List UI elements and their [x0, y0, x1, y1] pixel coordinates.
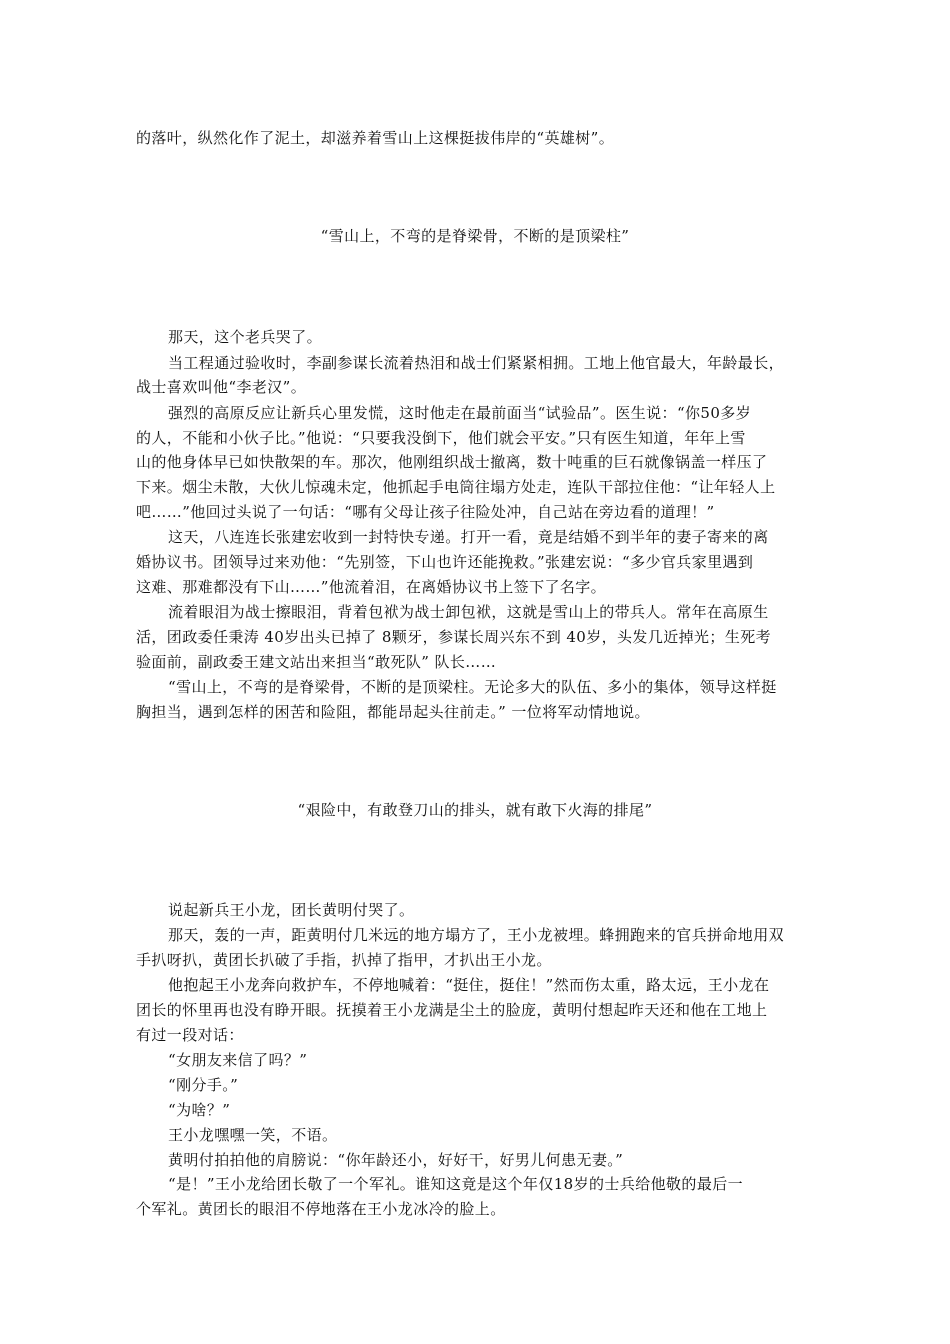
paragraph-line: “雪山上，不弯的是脊梁骨，不断的是顶梁柱。无论多大的队伍、多小的集体，领导这样挺 — [168, 678, 777, 696]
paragraph-line: 这难、那难都没有下山……”他流着泪，在离婚协议书上签下了名字。 — [136, 578, 607, 596]
paragraph-line: 吧……”他回过头说了一句话：“哪有父母让孩子往险处冲，自己站在旁边看的道理！” — [136, 503, 715, 521]
paragraph-line: 胸担当，遇到怎样的困苦和险阻，都能昂起头往前走。” 一位将军动情地说。 — [136, 703, 650, 721]
paragraph-line: 团长的怀里再也没有睁开眼。抚摸着王小龙满是尘土的脸庞，黄明付想起昨天还和他在工地上 — [136, 1001, 768, 1019]
paragraph-line: 那天，轰的一声，距黄明付几米远的地方塌方了，王小龙被埋。蜂拥跑来的官兵拼命地用双 — [168, 926, 785, 944]
paragraph-line: 手扒呀扒，黄团长扒破了手指，扒掉了指甲，才扒出王小龙。 — [136, 951, 552, 969]
section-heading-1: “雪山上，不弯的是脊梁骨，不断的是顶梁柱” — [320, 227, 630, 245]
paragraph-line: “是！”王小龙给团长敬了一个军礼。谁知这竟是这个年仅18岁的士兵给他敬的最后一 — [168, 1175, 744, 1193]
paragraph-line: “刚分手。” — [168, 1076, 239, 1094]
intro-paragraph-line: 的落叶，纵然化作了泥土，却滋养着雪山上这棵挺拔伟岸的“英雄树”。 — [136, 129, 615, 147]
paragraph-line: 这天，八连连长张建宏收到一封特快专递。打开一看，竟是结婚不到半年的妻子寄来的离 — [168, 528, 769, 546]
paragraph-line: 有过一段对话： — [136, 1026, 244, 1044]
paragraph-line: 他抱起王小龙奔向救护车，不停地喊着：“挺住，挺住！”然而伤太重，路太远，王小龙在 — [168, 976, 770, 994]
paragraph-line: 下来。烟尘未散，大伙儿惊魂未定，他抓起手电筒往塌方处走，连队干部拉住他：“让年轻人上 — [136, 478, 776, 496]
paragraph-line: 王小龙嘿嘿一笑，不语。 — [168, 1126, 338, 1144]
paragraph-line: “为啥？” — [168, 1101, 231, 1119]
paragraph-line: 的人，不能和小伙子比。”他说：“只要我没倒下，他们就会平安。”只有医生知道，年年上雪 — [136, 429, 746, 447]
paragraph-line: 当工程通过验收时，李副参谋长流着热泪和战士们紧紧相拥。工地上他官最大，年龄最长， — [168, 354, 785, 372]
paragraph-line: “女朋友来信了吗？” — [168, 1051, 308, 1069]
paragraph-line: 说起新兵王小龙，团长黄明付哭了。 — [168, 901, 415, 919]
paragraph-line: 婚协议书。团领导过来劝他：“先别签，下山也许还能挽救。”张建宏说：“多少官兵家里遇到 — [136, 553, 754, 571]
paragraph-line: 那天，这个老兵哭了。 — [168, 328, 323, 346]
paragraph-line: 个军礼。黄团长的眼泪不停地落在王小龙冰冷的脸上。 — [136, 1200, 506, 1218]
paragraph-line: 山的他身体早已如快散架的车。那次，他刚组织战士撤离，数十吨重的巨石就像锅盖一样压了 — [136, 453, 768, 471]
paragraph-line: 流着眼泪为战士擦眼泪，背着包袱为战士卸包袱，这就是雪山上的带兵人。常年在高原生 — [168, 603, 769, 621]
paragraph-line: 强烈的高原反应让新兵心里发慌，这时他走在最前面当“试验品”。医生说：“你50多岁 — [168, 404, 752, 422]
paragraph-line: 验面前，副政委王建文站出来担当“敢死队” 队长…… — [136, 653, 497, 671]
section-heading-2: “艰险中，有敢登刀山的排头，就有敢下火海的排尾” — [297, 801, 653, 819]
paragraph-line: 黄明付拍拍他的肩膀说：“你年龄还小，好好干，好男儿何患无妻。” — [168, 1151, 624, 1169]
paragraph-line: 战士喜欢叫他“李老汉”。 — [136, 378, 307, 396]
paragraph-line: 活，团政委任秉涛 40岁出头已掉了 8颗牙，参谋长周兴东不到 40岁，头发几近掉光；生死考 — [136, 628, 772, 646]
